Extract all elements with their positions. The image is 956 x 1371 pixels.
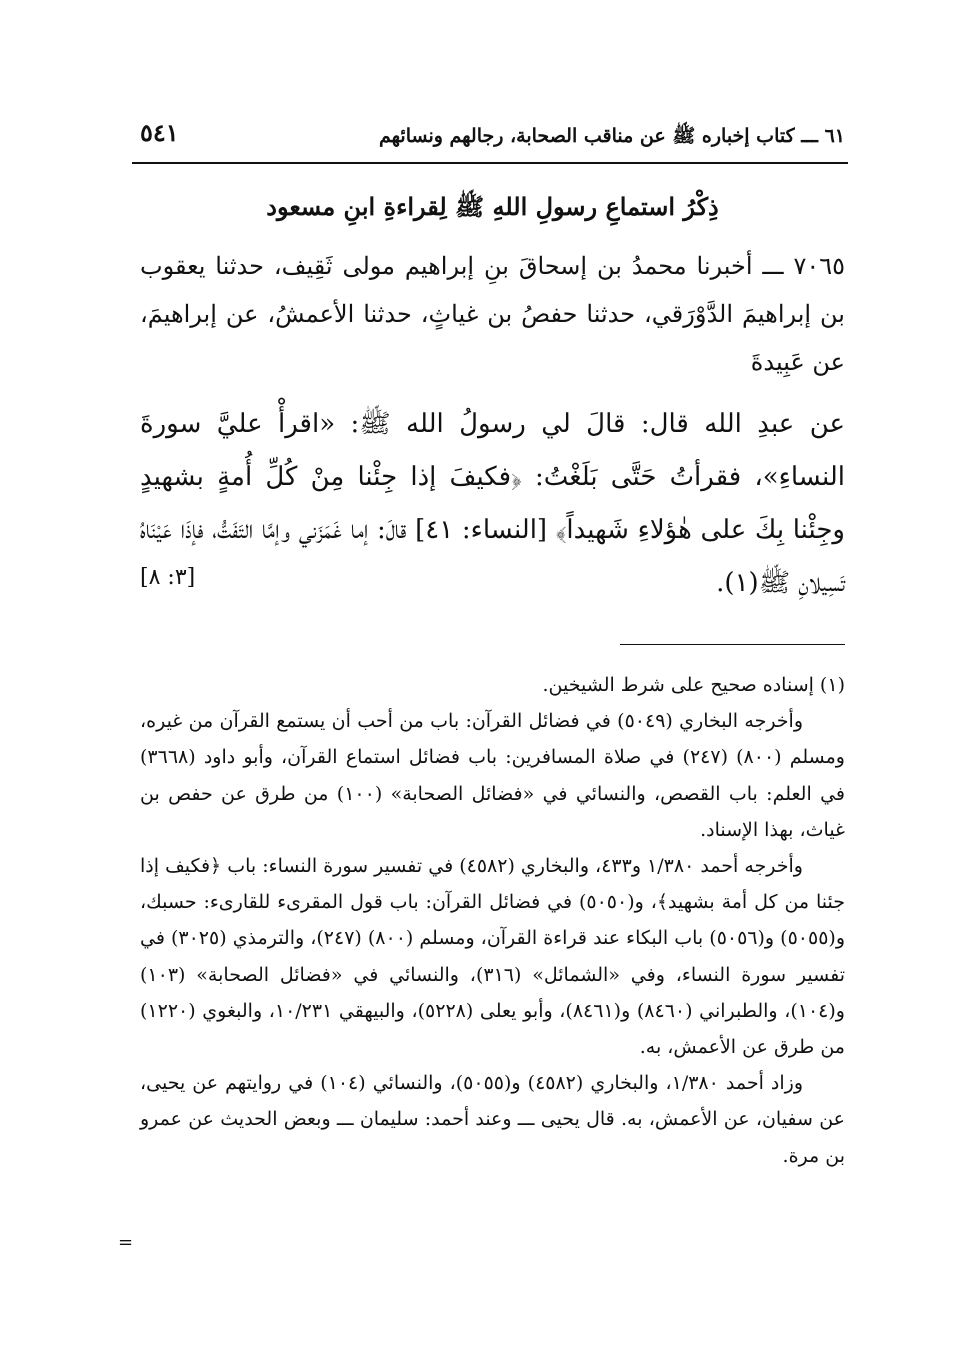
footnotes (140, 667, 845, 1174)
footnote-1: (١) إسناده صحيح على شرط الشيخين. (542, 674, 845, 696)
footnote-paragraph: وأخرجه أحمد ١/٣٨٠ و٤٣٣، والبخاري (٤٥٨٢) في تفسير سورة النساء: باب ﴿فكيف إذا جئنا من كل أمة بشهيد﴾، و(٥٠٥٠) في فضائل القرآن: باب قول المقرىء للقارىء: حسبك، و(٥٠٥٥) و(٥٠٥٦) باب البكاء عند قراءة القرآن، ومسلم (٨٠٠) (٢٤٧)، والترمذي (٣٠٢٥) في تفسير سورة النساء، وفي «الشمائل» (٣١٦)، والنسائي في «فضائل الصحابة» (١٠٣) و(١٠٤)، والطبراني (٨٤٦٠) و(٨٤٦١)، وأبو يعلى (٥٢٢٨)، والبيهقي ١٠/٢٣١، والبغوي (١٢٢٠) من طرق عن الأعمش، به. (140, 855, 845, 1059)
page-header (140, 118, 845, 158)
section-heading: ذِكْرُ استماعِ رسولِ اللهِ ﷺ لِقراءةِ ابنِ مسعود (266, 192, 719, 221)
page-number: ٥٤١ (140, 118, 179, 147)
header-rule (132, 162, 848, 164)
footnote-paragraph: وزاد أحمد ١/٣٨٠، والبخاري (٤٥٨٢) و(٥٠٥٥)، والنسائي (١٠٤) في روايتهم عن يحيى، عن سفيان، عن الأعمش، به. قال يحيى ـــ وعند أحمد: سليمان ـــ وبعض الحديث عن عمرو بن مرة. (140, 1072, 845, 1167)
running-title: ٦١ ـــ كتاب إخباره ﷺ عن مناقب الصحابة، رجالهم ونسائهم (379, 125, 845, 147)
hadith-isnad: ٧٠٦٥ ـــ أخبرنا محمدُ بن إسحاقَ بنِ إبراهيم مولى ثَقِيف، حدثنا يعقوب بن إبراهيمَ الدَّوْرَقي، حدثنا حفصُ بن غياثٍ، حدثنا الأعمشُ، عن إبراهيمَ، عن عَبِيدةَ (140, 252, 845, 376)
footnote-paragraph: وأخرجه البخاري (٥٠٤٩) في فضائل القرآن: باب من أحب أن يستمع القرآن من غيره، ومسلم (٨٠٠) (٢٤٧) في صلاة المسافرين: باب فضائل استماع القرآن، وأبو داود (٣٦٦٨) في العلم: باب القصص، والنسائي في «فضائل الصحابة» (١٠٠) من طرق عن حفص بن غياث، بهذا الإسناد. (140, 710, 845, 841)
hadith-grading: [٣: ٨] (140, 565, 196, 590)
footnote-rule (620, 644, 845, 645)
footnote-continuation-mark: = (118, 1232, 134, 1253)
hadith-matn: عن عبدِ الله قال: قالَ لي رسولُ الله ﷺ: «اقرأْ عليَّ سورةَ النساءِ»، فقرأتُ حَتَّى بَلَغْتُ: ﴿فكيفَ إذا جِئْنا مِنْ كُلِّ أُمةٍ بشهيدٍ وجِئْنا بِكَ على هٰؤلاءِ شَهيداً﴾ [النساء: ٤١] قالَ: إما غَمَزَني وإمَّا التَفَتُّ، فإذَا عَيْنَاهُ تَسِيلانِ ﷺ(١). (140, 409, 845, 598)
